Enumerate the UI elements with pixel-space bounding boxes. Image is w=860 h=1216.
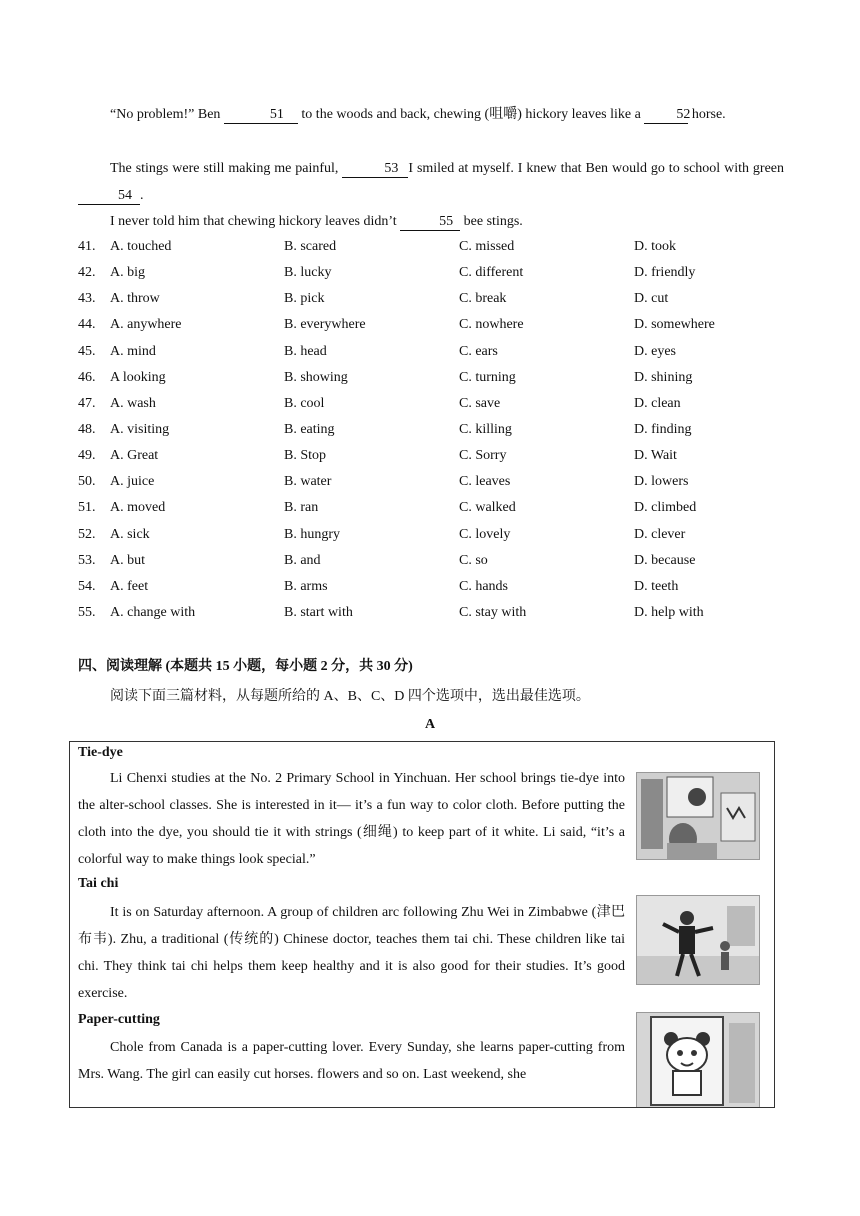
- option-c: C. hands: [459, 578, 508, 594]
- option-c: C. killing: [459, 421, 512, 437]
- paper-cutting-photo: [636, 1012, 760, 1108]
- tie-dye-image-icon: [637, 773, 759, 859]
- option-d: D. teeth: [634, 578, 679, 594]
- question-number: 51.: [78, 500, 96, 516]
- option-a: A looking: [110, 369, 166, 385]
- cloze-paragraph-3: [78, 208, 784, 235]
- question-row: [78, 365, 784, 391]
- section-instruction: 阅读下面三篇材料，从每题所给的 A、B、C、D 四个选项中，选出最佳选项。: [110, 689, 590, 704]
- section-title: 四、阅读理解 (本题共 15 小题，每小题 2 分，共 30 分): [78, 659, 413, 674]
- question-number: 42.: [78, 265, 96, 281]
- option-a: A. moved: [110, 500, 166, 516]
- answer-blank-51: 51: [224, 107, 298, 124]
- question-number: 41.: [78, 239, 96, 254]
- option-a: A. change with: [110, 604, 196, 620]
- question-row: [78, 548, 784, 574]
- option-d: D. because: [634, 552, 696, 568]
- answer-blank-54: 54: [78, 188, 140, 205]
- question-number: 54.: [78, 578, 96, 594]
- option-c: C. ears: [459, 343, 498, 359]
- option-b: B. and: [284, 552, 321, 568]
- option-c: C. Sorry: [459, 448, 507, 464]
- cloze-text: to the woods and back, chewing (咀嚼) hickory leaves like a: [301, 107, 641, 122]
- question-row: [78, 522, 784, 548]
- question-row: [78, 469, 784, 495]
- question-number: 43.: [78, 291, 96, 307]
- question-number: 48.: [78, 421, 96, 437]
- question-row: [78, 574, 784, 600]
- option-b: B. start with: [284, 604, 353, 620]
- paper-cutting-title: Paper-cutting: [78, 1012, 160, 1027]
- cloze-text: bee stings.: [463, 214, 523, 229]
- question-row: [78, 495, 784, 521]
- cloze-text: .: [140, 188, 144, 203]
- option-a: A. touched: [110, 239, 172, 254]
- cloze-text: The stings were still making me painful,: [110, 161, 339, 176]
- tai-chi-image-icon: [637, 896, 759, 984]
- answer-blank-55: 55: [400, 214, 460, 231]
- question-number: 52.: [78, 526, 96, 542]
- question-row: [78, 339, 784, 365]
- option-b: B. ran: [284, 500, 319, 516]
- question-row: [78, 417, 784, 443]
- option-a: A. big: [110, 265, 145, 281]
- option-c: C. break: [459, 291, 507, 307]
- question-number: 46.: [78, 369, 96, 385]
- question-number: 53.: [78, 552, 96, 568]
- cloze-paragraph-2: [78, 155, 784, 209]
- option-a: A. juice: [110, 474, 155, 490]
- option-c: C. save: [459, 395, 501, 411]
- question-row: [78, 286, 784, 312]
- option-b: B. pick: [284, 291, 325, 307]
- option-d: D. eyes: [634, 343, 676, 359]
- option-d: D. lowers: [634, 474, 689, 490]
- option-a: A. Great: [110, 448, 159, 464]
- answer-blank-53: 53: [342, 161, 408, 178]
- question-number: 47.: [78, 395, 96, 411]
- tai-chi-title: Tai chi: [78, 876, 119, 891]
- option-b: B. everywhere: [284, 317, 366, 333]
- option-a: A. wash: [110, 395, 156, 411]
- option-c: C. so: [459, 552, 488, 568]
- option-a: A. anywhere: [110, 317, 182, 333]
- option-d: D. help with: [634, 604, 704, 620]
- passage-label: A: [424, 717, 436, 732]
- option-c: C. leaves: [459, 474, 511, 490]
- option-d: D. climbed: [634, 500, 697, 516]
- option-d: D. clever: [634, 526, 686, 542]
- option-b: B. Stop: [284, 448, 327, 464]
- option-c: C. missed: [459, 239, 515, 254]
- question-number: 44.: [78, 317, 96, 333]
- option-b: B. lucky: [284, 265, 332, 281]
- tie-dye-photo: [636, 772, 760, 860]
- option-c: C. walked: [459, 500, 516, 516]
- question-row: [78, 312, 784, 338]
- question-row: [78, 234, 784, 260]
- option-d: D. Wait: [634, 448, 677, 464]
- option-b: B. showing: [284, 369, 348, 385]
- option-d: D. shining: [634, 369, 693, 385]
- option-b: B. arms: [284, 578, 328, 594]
- option-d: D. cut: [634, 291, 669, 307]
- option-a: A. visiting: [110, 421, 170, 437]
- option-a: A. feet: [110, 578, 149, 594]
- answer-blank-52: 52: [644, 107, 688, 124]
- question-row: [78, 260, 784, 286]
- option-a: A. sick: [110, 526, 150, 542]
- tie-dye-title: Tie-dye: [78, 745, 123, 760]
- option-a: A. mind: [110, 343, 156, 359]
- option-c: C. stay with: [459, 604, 527, 620]
- option-d: D. clean: [634, 395, 681, 411]
- option-b: B. hungry: [284, 526, 340, 542]
- option-b: B. head: [284, 343, 327, 359]
- question-row: [78, 600, 784, 626]
- tai-chi-photo: [636, 895, 760, 985]
- option-b: B. cool: [284, 395, 325, 411]
- cloze-paragraph-1: [78, 101, 784, 128]
- option-d: D. friendly: [634, 265, 696, 281]
- question-number: 45.: [78, 343, 96, 359]
- question-row: [78, 391, 784, 417]
- option-c: C. lovely: [459, 526, 511, 542]
- question-number: 55.: [78, 604, 96, 620]
- option-c: C. nowhere: [459, 317, 524, 333]
- cloze-text: “No problem!” Ben: [110, 107, 221, 122]
- option-b: B. water: [284, 474, 332, 490]
- question-row: [78, 443, 784, 469]
- option-a: A. throw: [110, 291, 160, 307]
- tie-dye-text: Li Chenxi studies at the No. 2 Primary School in Yinchuan. Her school brings tie-dye into the alter-school classes. She is interested in it— it’s a fun way to color cloth. Before putting the cloth into the dye, you should tie it with strings (细绳) to keep part of it white. Li said, “it’s a colorful way to make things look special.”: [78, 771, 625, 867]
- option-b: B. scared: [284, 239, 337, 254]
- option-c: C. turning: [459, 369, 516, 385]
- option-d: D. somewhere: [634, 317, 715, 333]
- question-number: 50.: [78, 474, 96, 490]
- question-number: 49.: [78, 448, 96, 464]
- tai-chi-text: It is on Saturday afternoon. A group of children arc following Zhu Wei in Zimbabwe (津巴布韦). Zhu, a traditional (传统的) Chinese doctor, teaches them tai chi. These children like tai chi. They think tai chi helps them keep healthy and it is also good for their studies. It’s good exercise.: [78, 905, 625, 1001]
- paper-cutting-text: Chole from Canada is a paper-cutting lover. Every Sunday, she learns paper-cutting from Mrs. Wang. The girl can easily cut horses. flowers and so on. Last weekend, she: [78, 1040, 625, 1082]
- option-a: A. but: [110, 552, 145, 568]
- option-b: B. eating: [284, 421, 335, 437]
- option-d: D. finding: [634, 421, 692, 437]
- paper-cutting-image-icon: [637, 1013, 759, 1107]
- cloze-text: I smiled at myself. I knew that Ben would go to school with green: [408, 161, 784, 176]
- passage-a-box: [69, 741, 775, 1108]
- option-d: D. took: [634, 239, 676, 254]
- cloze-text: I never told him that chewing hickory leaves didn’t: [110, 214, 397, 229]
- cloze-text: horse.: [691, 107, 726, 122]
- option-c: C. different: [459, 265, 524, 281]
